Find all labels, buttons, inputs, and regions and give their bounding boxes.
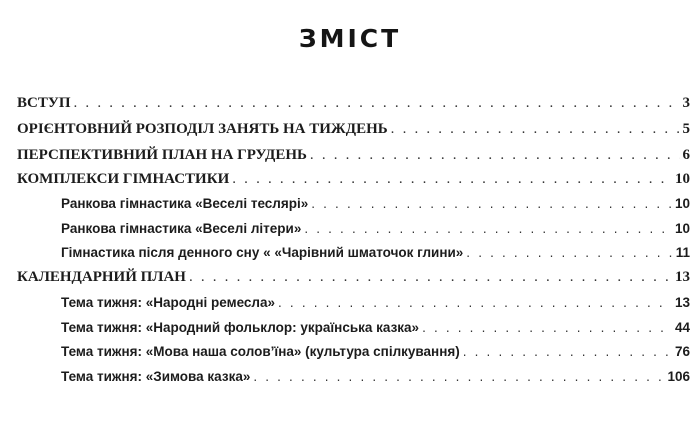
dot-leader	[304, 221, 672, 236]
toc-entry-label: КОМПЛЕКСИ ГІМНАСТИКИ	[17, 171, 230, 187]
dot-leader	[189, 269, 672, 286]
toc-subentry-clay	[61, 245, 690, 260]
toc-entry-label: Ранкова гімнастика «Веселі теслярі»	[61, 196, 309, 211]
toc-entry-label: Тема тижня: «Мова наша солов’їна» (культура спілкування)	[61, 344, 460, 359]
toc-entry-gymnastics	[17, 171, 690, 188]
dot-leader	[278, 295, 672, 310]
toc-subentry-winter-tale	[61, 369, 690, 384]
toc-subentry-folklore	[61, 320, 690, 335]
toc-entry-calendar-plan	[17, 269, 690, 286]
toc-subentry-letters	[61, 221, 690, 236]
toc-page-number: 10	[674, 196, 690, 211]
toc-entry-label: ПЕРСПЕКТИВНИЙ ПЛАН НА ГРУДЕНЬ	[17, 147, 307, 163]
toc-entry-label: Тема тижня: «Народний фольклор: українська казка»	[61, 320, 420, 335]
toc-page-number: 6	[682, 147, 690, 163]
dot-leader	[232, 171, 672, 188]
toc-entry-december-plan	[17, 147, 690, 164]
toc-entry-label: Тема тижня: «Зимова казка»	[61, 369, 251, 384]
dot-leader	[311, 196, 672, 211]
toc-page-number: 3	[682, 95, 690, 111]
dot-leader	[391, 121, 680, 138]
dot-leader	[466, 245, 672, 260]
dot-leader	[463, 344, 672, 359]
dot-leader	[310, 147, 680, 164]
toc-page-number: 106	[667, 369, 690, 384]
toc-subentry-language	[61, 344, 690, 359]
toc-entry-label: Гімнастика після денного сну « «Чарівний шматочок глини»	[61, 245, 464, 260]
toc-page-number: 44	[674, 320, 690, 335]
dot-leader	[422, 320, 672, 335]
toc-entry-weekly-distribution	[17, 121, 690, 138]
page-title: ЗМІСТ	[298, 24, 402, 53]
toc-page-number: 11	[675, 245, 690, 260]
toc-entry-intro	[17, 95, 690, 112]
toc-entry-label: Тема тижня: «Народні ремесла»	[61, 295, 276, 310]
toc-page-number: 13	[675, 269, 690, 285]
toc-page-number: 76	[674, 344, 690, 359]
toc-entry-label: КАЛЕНДАРНИЙ ПЛАН	[17, 269, 186, 285]
toc-page-number: 13	[674, 295, 690, 310]
toc-entry-label: ВСТУП	[17, 95, 71, 111]
dot-leader	[74, 95, 680, 112]
toc-page-number: 10	[674, 221, 690, 236]
toc-page-number: 5	[682, 121, 690, 137]
toc-subentry-carpenters	[61, 196, 690, 211]
dot-leader	[253, 369, 664, 384]
toc-page-number: 10	[675, 171, 690, 187]
toc-entry-label: Ранкова гімнастика «Веселі літери»	[61, 221, 302, 236]
toc-subentry-crafts	[61, 295, 690, 310]
toc-entry-label: ОРІЄНТОВНИЙ РОЗПОДІЛ ЗАНЯТЬ НА ТИЖДЕНЬ	[17, 121, 388, 137]
